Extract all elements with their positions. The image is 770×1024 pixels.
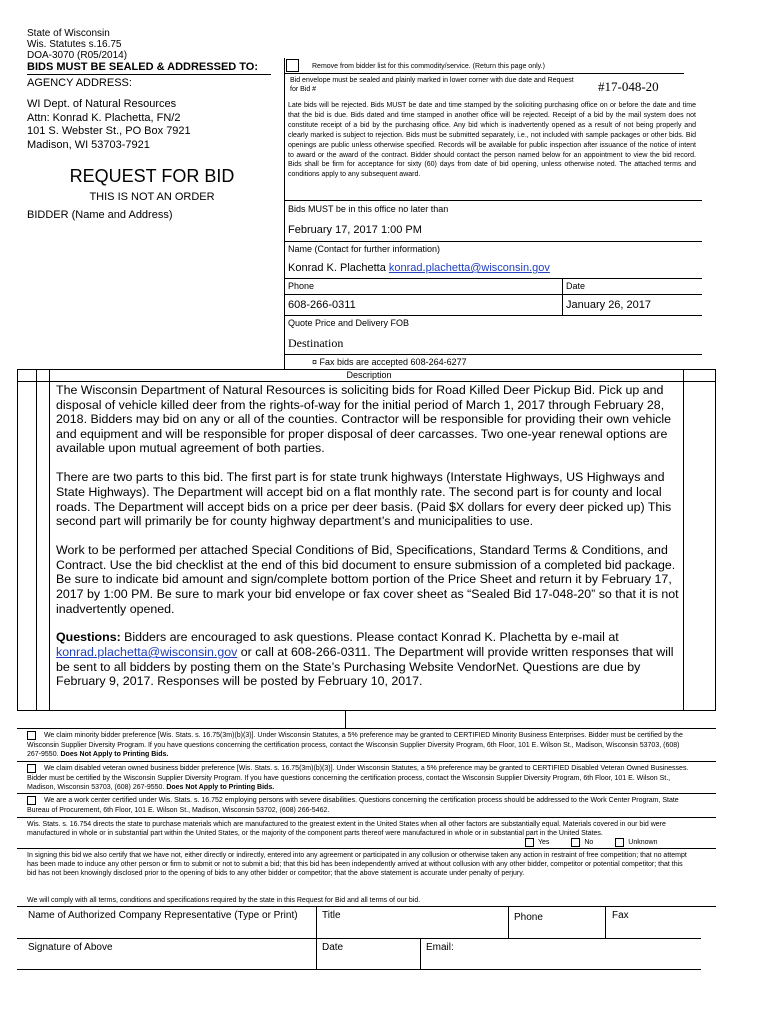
- questions-paragraph: Questions: Bidders are encouraged to ask questions. Please contact Konrad K. Plachetta by e-mail at konrad.plachetta@wisconsin.gov or call at 608-266-0311. The Department will provide written responses that will be sent to all bidders by posting them on the State’s Purchasing Website VendorNet. Questions are due by February 9, 2017. Responses will be posted by February 10, 2017.: [56, 630, 674, 689]
- date-value: January 26, 2017: [566, 299, 652, 311]
- description-header: Description: [346, 370, 392, 380]
- bid-number: #17-048-20: [598, 79, 659, 94]
- fob-value: Destination: [288, 336, 344, 350]
- state-label: State of Wisconsin: [27, 28, 110, 39]
- minority-checkbox[interactable]: [27, 731, 36, 740]
- fax-field-label: Fax: [612, 910, 629, 921]
- date-field-label: Date: [322, 942, 344, 953]
- sealed-heading: BIDS MUST BE SEALED & ADDRESSED TO:: [27, 61, 259, 73]
- contact-email-link[interactable]: konrad.plachetta@wisconsin.gov: [388, 262, 550, 274]
- bidder-label: BIDDER (Name and Address): [27, 209, 173, 221]
- agency-address: WI Dept. of Natural Resources Attn: Konrad K. Plachetta, FN/2 101 S. Webster St., PO Box 7921 Madison, WI 53703-7921: [27, 98, 191, 151]
- description-body: [56, 383, 680, 703]
- work-center-preference: We are a work center certified under Wis. Stats. s. 16.752 employing persons with severe disabilities. Questions concerning the certification process should be addressed to the Work Center Program, State Bureau of Procurement, 6th Floor, 101 E. Wilson St., Madison, Wisconsin 53702, (608) 266-5462.: [27, 797, 679, 814]
- veteran-checkbox[interactable]: [27, 764, 36, 773]
- manufactured-options: Yes No Unknown: [525, 838, 657, 848]
- unknown-checkbox[interactable]: [615, 838, 624, 847]
- work-center-checkbox[interactable]: [27, 796, 36, 805]
- description-paragraph-3: Work to be performed per attached Special Conditions of Bid, Specifications, Standard Terms & Conditions, and Contract. Use the bid checklist at the end of this bid document to ensure submission of a completed bid package. Be sure to indicate bid amount and sign/complete bottom portion of the Price Sheet and return it by February 17, 2017 by 1:00 PM. Be sure to mark your bid envelope or fax cover sheet as “Sealed Bid 17-048-20” so that it is not inadvertently opened.: [56, 543, 679, 616]
- description-paragraph-2: There are two parts to this bid. The first part is for state trunk highways (Interstate Highways, US Highways and State Highways). The Department will accept bid on a flat monthly rate. The second part is for county and local roads. The Department will accept bids on a price per deer basis. (Paid $X dollars for every deer picked up) This second part will primarily be for county highway department’s and municipalities to use.: [56, 470, 672, 529]
- manufactured-statement: Wis. Stats. s. 16.754 directs the state to purchase materials which are manufactured to the greatest extent in the United States when all other factors are substantially equal. Materials covered in our bid were manufactured in whole or in substantial part within the United States, or the majority of the component parts thereof were manufactured in whole or in substantial part in the United States.: [27, 821, 666, 838]
- phone-label: Phone: [288, 281, 315, 291]
- collusion-statement: In signing this bid we also certify that we have not, either directly or indirectly, entered into any agreement or participated in any collusion or otherwise taken any action in restraint of free competition; that no attempt has been made to induce any other person or firm to submit or not to submit a bid; that this bid has been independently arrived at without collusion with any other bidder, competitor or potential competitor; that this bid has not been knowingly disclosed prior to the opening of bids to any other bidder or competitor; that the above statement is accurate under penalty of perjury.: [27, 852, 687, 878]
- contact-label: Name (Contact for further information): [288, 244, 441, 254]
- form-number: DOA-3070 (R05/2014): [27, 50, 128, 61]
- due-date: February 17, 2017 1:00 PM: [288, 224, 422, 236]
- email-field-label: Email:: [426, 942, 454, 953]
- agency-address-label: AGENCY ADDRESS:: [27, 77, 132, 89]
- description-paragraph-1: The Wisconsin Department of Natural Resources is soliciting bids for Road Killed Deer Pickup Bid. Pick up and disposal of vehicle killed deer from the rights-of-way for the initial period of March 1, 2017 through February 28, 2018. Bidders may bid on any or all of the counties. Contractor will be responsible for providing their own vehicle and equipment and will be responsible for proper disposal of deer carcasses. Two one-year renewal options are available upon mutual agreement of both parties.: [56, 383, 672, 456]
- envelope-note: Bid envelope must be sealed and plainly marked in lower corner with due date and Request for Bid #: [290, 77, 574, 93]
- page-title: REQUEST FOR BID: [69, 166, 235, 186]
- fax-bids-note: ¤ Fax bids are accepted 608-264-6277: [312, 357, 467, 367]
- comply-statement: We will comply with all terms, conditions and specifications required by the state in this Request for Bid and all terms of our bid.: [27, 897, 421, 904]
- statutes-label: Wis. Statutes s.16.75: [27, 39, 122, 50]
- rep-name-label: Name of Authorized Company Representative (Type or Print): [28, 910, 298, 921]
- questions-email-link[interactable]: konrad.plachetta@wisconsin.gov: [56, 645, 238, 660]
- no-checkbox[interactable]: [571, 838, 580, 847]
- remove-checkbox[interactable]: [286, 59, 299, 72]
- not-order-label: THIS IS NOT AN ORDER: [89, 191, 215, 203]
- title-label: Title: [322, 910, 341, 921]
- late-bids-text: Late bids will be rejected. Bids MUST be date and time stamped by the soliciting purchasing office on or before the date and time that the bid is due. Bids dated and time stamped in another office will be rejected. Receipt of a bid by the mail system does not constitute receipt of a bid by the purchasing office. Any bid which is inadvertently opened as a result of not being properly and clearly marked is subject to rejection. Bids must be submitted separately, i.e., not included with sample packages or other bids. Bid openings are public unless otherwise specified. Records will be available for public inspection after issuance of the notice of intent to award or the award of the contract. Bidder should contact the person named below for an appointment to view the bid record. Bids shall be firm for acceptance for sixty (60) days from date of bid opening, unless otherwise noted. The attached terms and conditions apply to any subsequent award.: [288, 102, 696, 179]
- date-label: Date: [566, 281, 586, 291]
- remove-label: Remove from bidder list for this commodity/service. (Return this page only.): [312, 63, 545, 70]
- contact-name: Konrad K. Plachetta konrad.plachetta@wisconsin.gov: [288, 262, 550, 274]
- signature-label: Signature of Above: [28, 942, 113, 953]
- veteran-preference: We claim disabled veteran owned business bidder preference [Wis. Stats. s. 16.75(3m)(b)(3)]. Under Wisconsin Statutes, a 5% preference may be granted to CERTIFIED Disabled Veteran Owned Businesses. Bidder must be certified by the Wisconsin Supplier Diversity Program. If you have questions concerning the certification process, contact the Wisconsin Supplier Diversity Program, 6th Floor, 101 E. Wilson St., Madison, Wisconsin 53703, (608) 267-9550. Does Not Apply to Printing Bids.: [27, 765, 689, 791]
- fob-label: Quote Price and Delivery FOB: [288, 318, 410, 328]
- minority-preference: We claim minority bidder preference [Wis. Stats. s. 16.75(3m)(b)(3)]. Under Wisconsin Statutes, a 5% preference may be granted to CERTIFIED Minority Business Enterprises. Bidder must be certified by the Wisconsin Supplier Diversity Program. If you have questions concerning the certification process, contact the Wisconsin Supplier Diversity Program, 6th Floor, 101 E. Wilson St., Madison, Wisconsin 53703, (608) 267-9550. Does Not Apply to Printing Bids.: [27, 732, 683, 758]
- due-label: Bids MUST be in this office no later than: [288, 204, 449, 214]
- phone-field-label: Phone: [514, 912, 543, 923]
- phone-value: 608-266-0311: [288, 299, 356, 311]
- questions-label: Questions:: [56, 630, 121, 645]
- yes-checkbox[interactable]: [525, 838, 534, 847]
